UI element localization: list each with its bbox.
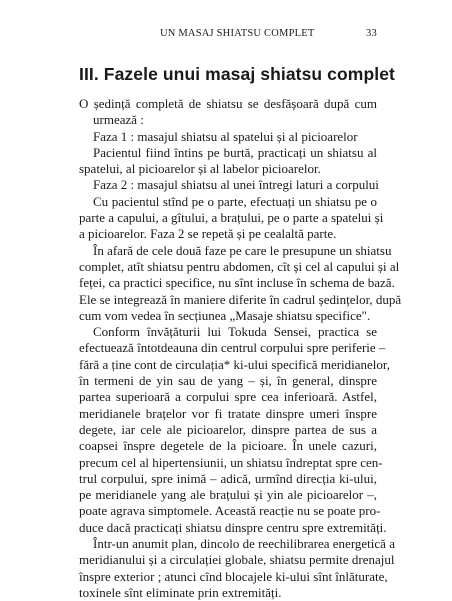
text-line: în termeni de yin sau de yang – și, în general, dinspre <box>79 373 377 389</box>
text-line: toxinele sînt eliminate prin extremități. <box>79 584 282 600</box>
section-heading: III. Fazele unui masaj shiatsu complet <box>79 64 395 84</box>
text-line: înspre exterior ; atunci cînd blocajele ki-ului sînt înlăturate, <box>79 568 388 584</box>
text-line: meridianele brațelor vor fi tratate dinspre umeri înspre <box>79 405 377 421</box>
text-line: În afară de cele două faze pe care le presupune un shiatsu <box>93 242 392 258</box>
text-line: complet, atît shiatsu pentru abdomen, cît și cel al capului și al <box>79 258 400 274</box>
text-line: Faza 2 : masajul shiatsu al unei întregi laturi a corpului <box>93 177 379 193</box>
text-line: Conform învățăturii lui Tokuda Sensei, practica se <box>93 324 377 340</box>
body-text <box>79 96 402 601</box>
text-line: duce dacă practicați shiatsu dinspre centru spre extremități. <box>79 519 387 535</box>
text-line: urmează : <box>93 112 144 128</box>
text-line: Faza 1 : masajul shiatsu al spatelui și al picioarelor <box>93 128 358 144</box>
text-line: cum vom vedea în secțiunea „Masaje shiatsu specifice". <box>79 307 371 323</box>
text-line: efectuează întotdeauna din centrul corpului spre periferie – <box>79 340 386 356</box>
text-line: coapsei înspre degetele de la picioare. În unele cazuri, <box>79 438 377 454</box>
text-line: spatelui, al picioarelor și al labelor picioarelor. <box>79 161 321 177</box>
text-line: fără a ține cont de circulația* ki-ului specifică meridianelor, <box>79 356 390 372</box>
text-line: precum cel al hipertensiunii, un shiatsu îndreptat spre cen- <box>79 454 383 470</box>
page-number: 33 <box>366 28 377 39</box>
text-line: O ședință completă de shiatsu se desfășoară după cum <box>79 96 377 111</box>
text-line: Ele se integrează în maniere diferite în cadrul ședințelor, după <box>79 291 402 307</box>
text-line: Pacientul fiind întins pe burtă, practicați un shiatsu al <box>93 144 377 160</box>
text-line: meridianului și a circulației globale, shiatsu permite drenajul <box>79 552 395 568</box>
text-line: Într-un anumit plan, dincolo de reechilibrarea energetică a <box>93 536 395 552</box>
text-line: partea superioară a corpului spre cea inferioară. Astfel, <box>79 389 377 405</box>
text-line: poate agrava simptomele. Această reacție nu se poate pro- <box>79 503 381 519</box>
running-title: UN MASAJ SHIATSU COMPLET <box>160 28 315 39</box>
text-line: feței, ca practici specifice, nu sînt incluse în schema de bază. <box>79 275 395 291</box>
text-line: a picioarelor. Faza 2 se repetă și pe cealaltă parte. <box>79 226 337 242</box>
text-line: trul corpului, spre inimă – adică, urmînd direcția ki-ului, <box>79 470 377 486</box>
text-line: pe meridianele yang ale brațului și yin ale picioarelor –, <box>79 487 377 503</box>
text-line: degete, iar cele ale picioarelor, dinspre partea de sus a <box>79 421 377 437</box>
text-line: Cu pacientul stînd pe o parte, efectuați un shiatsu pe o <box>93 193 377 209</box>
text-line: parte a capului, a gîtului, a brațului, pe o parte a spatelui și <box>79 210 384 226</box>
